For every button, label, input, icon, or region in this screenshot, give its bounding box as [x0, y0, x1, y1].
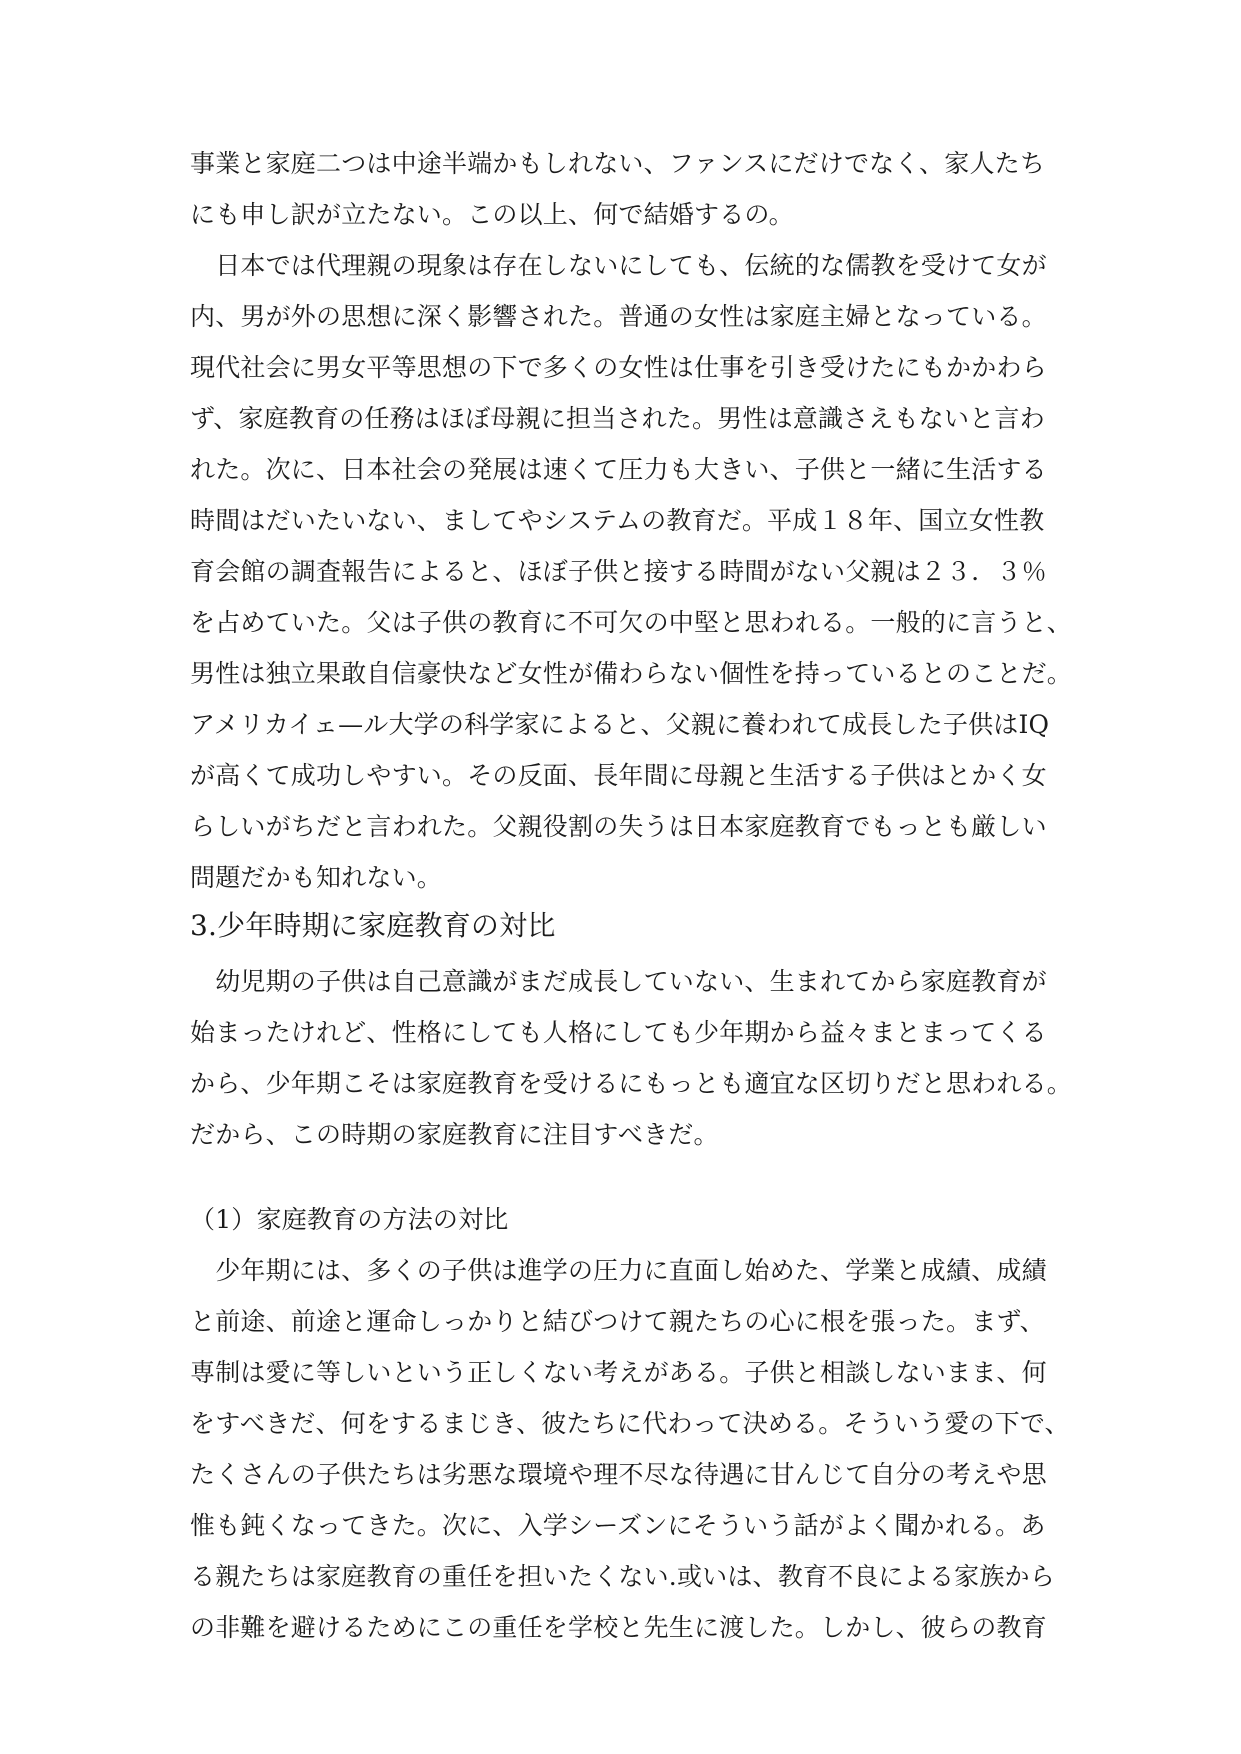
paragraph-line: 専制は愛に等しいという正しくない考えがある。子供と相談しないまま、何	[190, 1358, 1047, 1387]
paragraph-line: にも申し訳が立たない。この以上、何で結婚するの。	[190, 200, 794, 229]
paragraph-line: 内、男が外の思想に深く影響された。普通の女性は家庭主婦となっている。	[190, 302, 1047, 331]
paragraph-line: 事業と家庭二つは中途半端かもしれない、ファンスにだけでなく、家人たち	[190, 149, 1046, 178]
paragraph-line: 問題だかも知れない。	[190, 863, 443, 892]
paragraph-line: から、少年期こそは家庭教育を受けるにもっとも適宜な区切りだと思われる。	[190, 1069, 1073, 1098]
subsection-heading: （1）家庭教育の方法の対比	[190, 1205, 509, 1234]
paragraph-line: 始まったけれど、性格にしても人格にしても少年期から益々まとまってくる	[190, 1018, 1047, 1047]
paragraph-line: 現代社会に男女平等思想の下で多くの女性は仕事を引き受けたにもかかわら	[190, 353, 1047, 382]
paragraph-line: を占めていた。父は子供の教育に不可欠の中堅と思われる。一般的に言うと、	[190, 608, 1073, 637]
paragraph-line: る親たちは家庭教育の重任を担いたくない.或いは、教育不良による家族から	[190, 1562, 1055, 1591]
paragraph-line: と前途、前途と運命しっかりと結びつけて親たちの心に根を張った。まず、	[190, 1307, 1045, 1336]
paragraph-line: だから、この時期の家庭教育に注目すべきだ。	[190, 1120, 719, 1149]
paragraph-line: ず、家庭教育の任務はほぼ母親に担当された。男性は意識さえもないと言わ	[190, 404, 1045, 433]
paragraph-line: 惟も鈍くなってきた。次に、入学シーズンにそういう話がよく聞かれる。あ	[190, 1511, 1046, 1540]
paragraph-line: をすべきだ、何をするまじき、彼たちに代わって決める。そういう愛の下で、	[190, 1409, 1070, 1438]
paragraph-line: 時間はだいたいない、ましてやシステムの教育だ。平成１８年、国立女性教	[190, 506, 1045, 535]
paragraph-line: の非難を避けるためにこの重任を学校と先生に渡した。しかし、彼らの教育	[190, 1613, 1047, 1642]
paragraph-line: アメリカイェ—ル大学の科学家によると、父親に養われて成長した子供はIQ	[190, 710, 1050, 739]
section-heading: 3.少年時期に家庭教育の対比	[190, 909, 556, 942]
paragraph-line: 育会館の調査報告によると、ほぼ子供と接する時間がない父親は２３．３％	[190, 557, 1047, 586]
paragraph-line: 幼児期の子供は自己意識がまだ成長していない、生まれてから家庭教育が	[190, 967, 1047, 996]
paragraph-line: たくさんの子供たちは劣悪な環境や理不尽な待遇に甘んじて自分の考えや思	[190, 1460, 1047, 1489]
paragraph-line: 少年期には、多くの子供は進学の圧力に直面し始めた、学業と成績、成績	[190, 1256, 1047, 1285]
paragraph-line: 日本では代理親の現象は存在しないにしても、伝統的な儒教を受けて女が	[190, 251, 1047, 280]
paragraph-line: が高くて成功しやすい。その反面、長年間に母親と生活する子供はとかく女	[190, 761, 1047, 790]
paragraph-line: らしいがちだと言われた。父親役割の失うは日本家庭教育でもっとも厳しい	[190, 812, 1047, 841]
paragraph-line: 男性は独立果敢自信豪快など女性が備わらない個性を持っているとのことだ。	[190, 659, 1073, 688]
paragraph-line: れた。次に、日本社会の発展は速くて圧力も大きい、子供と一緒に生活する	[190, 455, 1047, 484]
